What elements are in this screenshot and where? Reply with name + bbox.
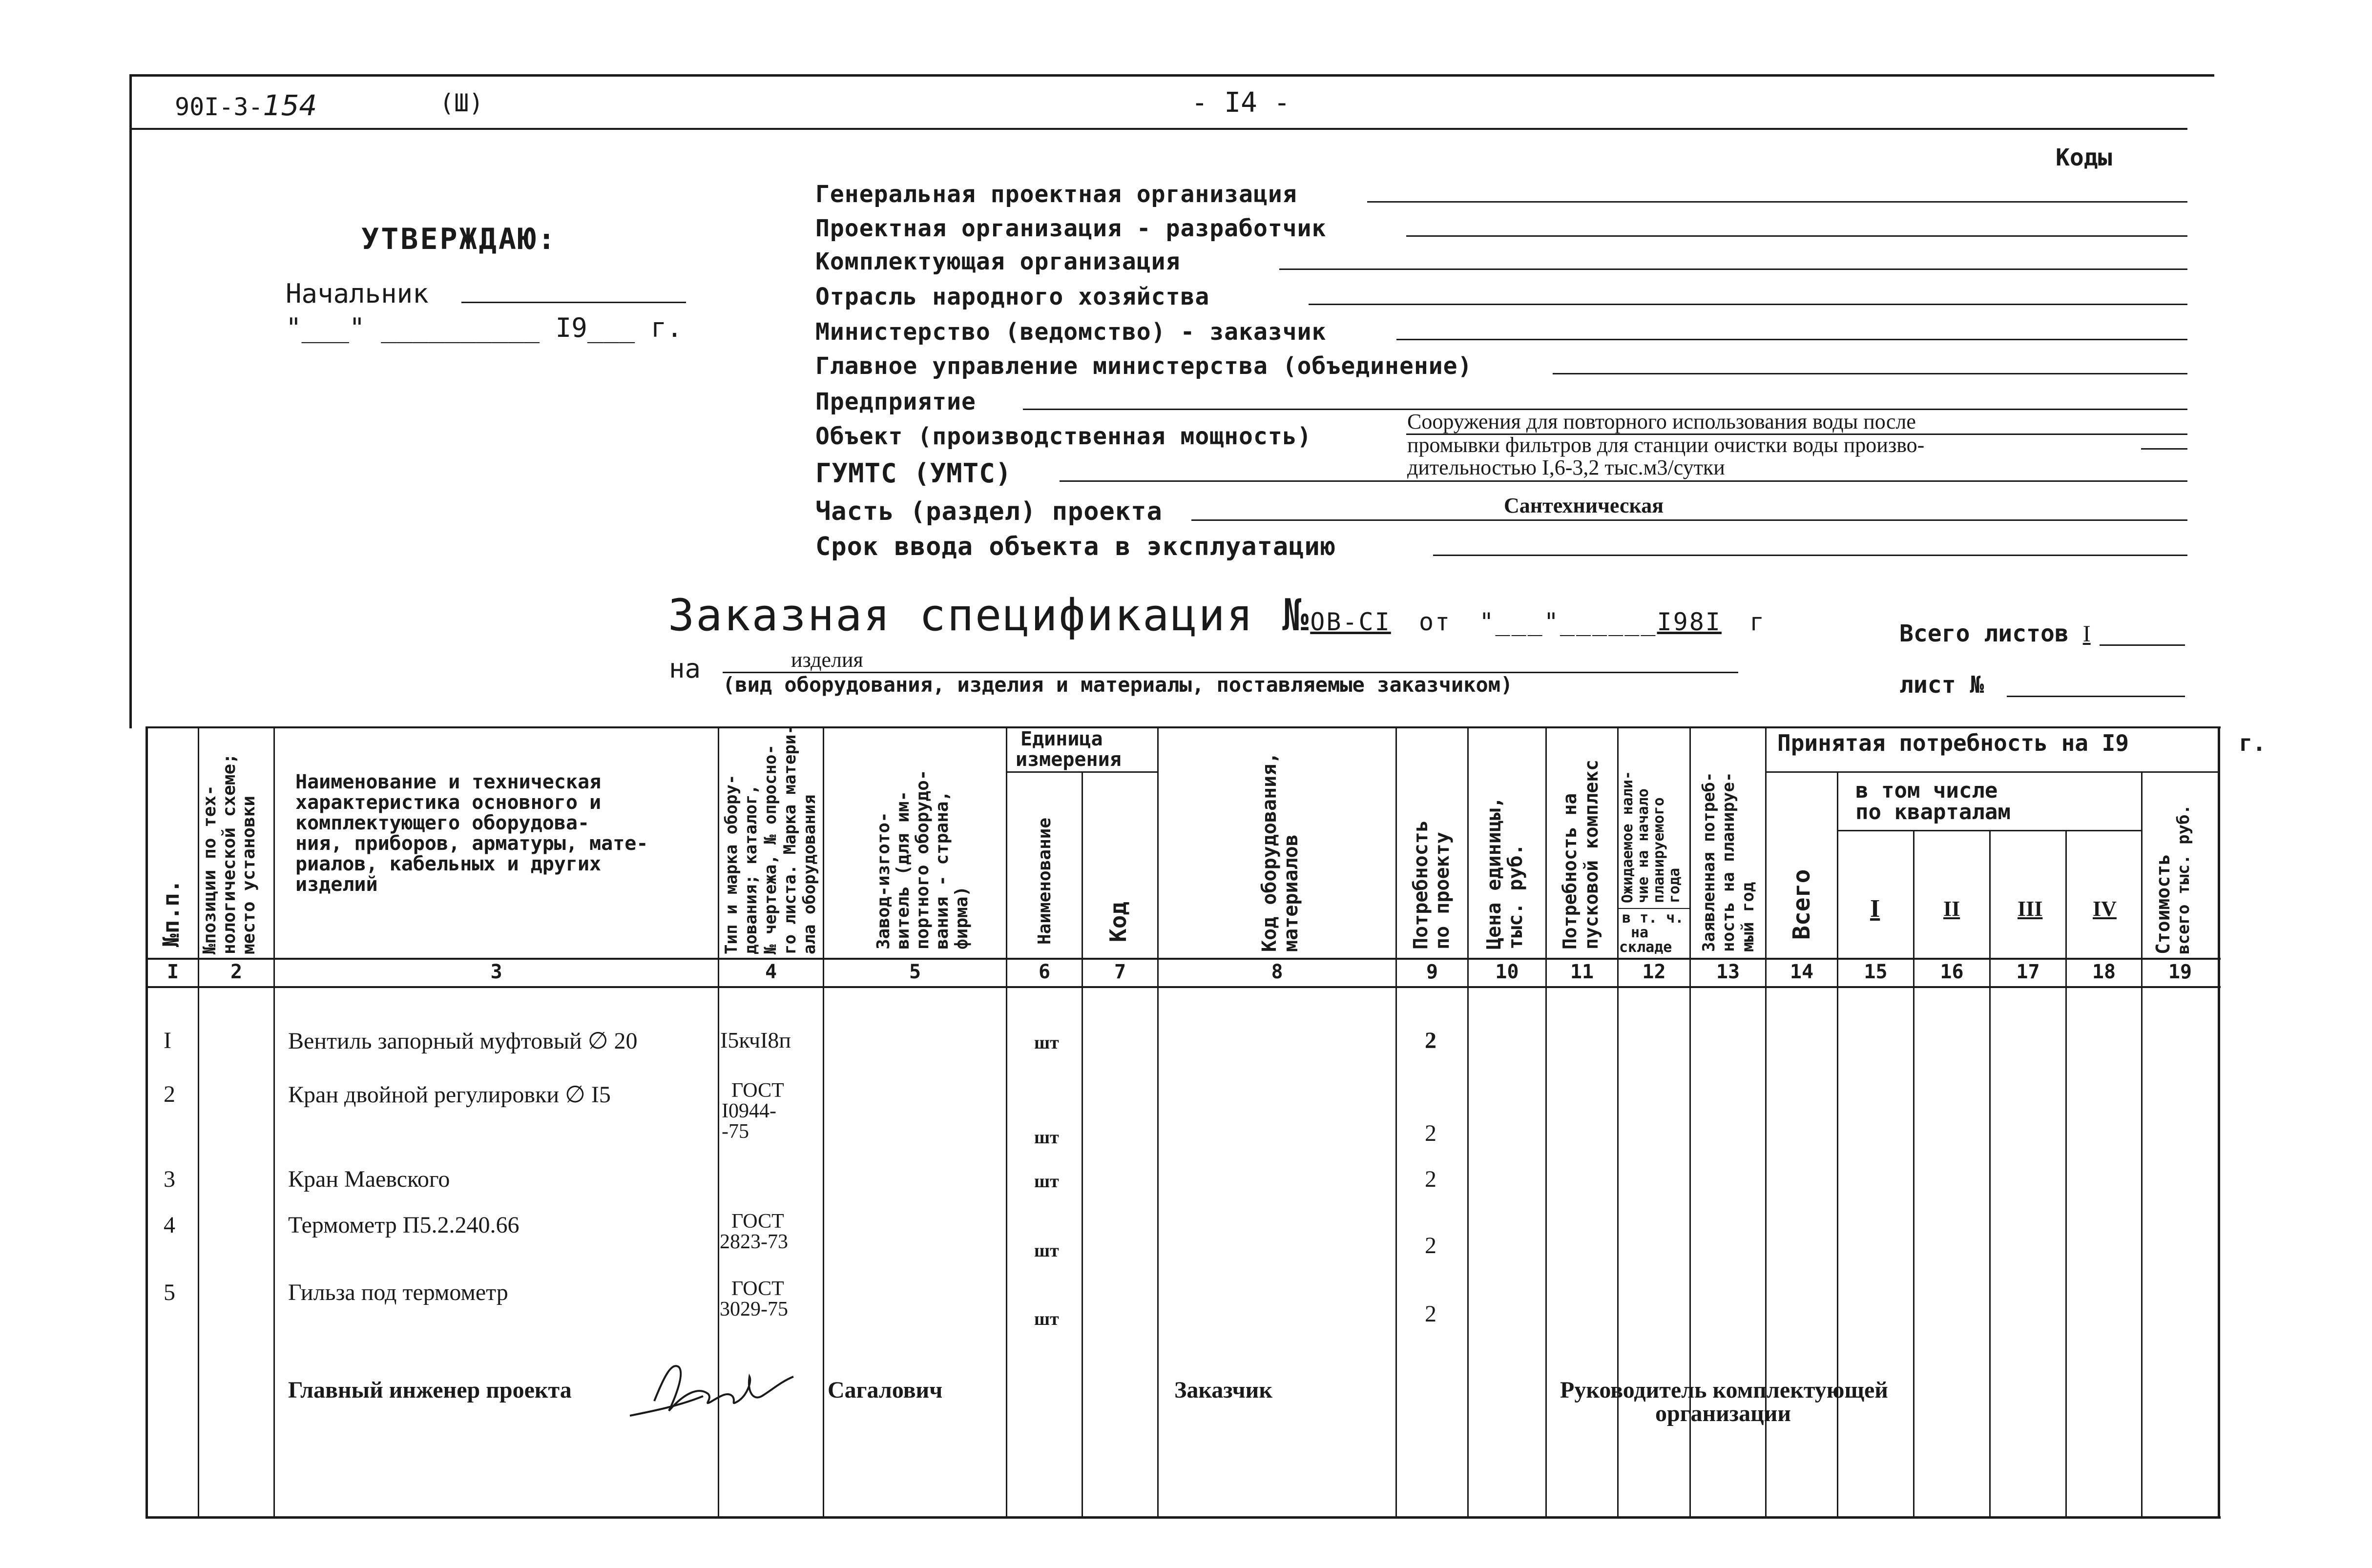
hdr-c4-l3: № чертежа, № опросно- xyxy=(761,744,780,954)
colno-3: 3 xyxy=(490,961,502,983)
field-line-1 xyxy=(1406,235,2187,237)
total-sheets-value: I xyxy=(2082,621,2091,647)
row-2-type-l1: ГОСТ xyxy=(731,1079,784,1102)
hdr-c12-l2: чие на начало xyxy=(1635,788,1652,903)
hdr-c12-l4: года xyxy=(1666,867,1683,903)
row-4-type-l2: 2823-73 xyxy=(720,1231,788,1253)
row-4-number: 4 xyxy=(164,1212,175,1238)
quarters-group-line xyxy=(1837,830,2142,831)
colno-14: 14 xyxy=(1789,961,1814,983)
hdr-c19-l2: всего тыс. руб. xyxy=(2174,804,2193,954)
row-5-qty: 2 xyxy=(1425,1301,1436,1327)
field-ministry: Министерство (ведомство) - заказчик xyxy=(815,318,1327,346)
row-5-number: 5 xyxy=(164,1279,175,1305)
signature-scribble-icon xyxy=(625,1347,801,1430)
vline-18 xyxy=(2141,771,2143,1517)
colno-4: 4 xyxy=(765,961,777,983)
hdr-quarters-l1: в том числе xyxy=(1855,778,1998,803)
doc-part: (Ш) xyxy=(439,89,484,117)
field-line-9 xyxy=(1060,480,2187,482)
stock-sub-line xyxy=(1617,908,1690,909)
hdr-c16: II xyxy=(1943,897,1960,921)
row-1-name: Вентиль запорный муфтовый ∅ 20 xyxy=(288,1028,638,1054)
field-deadline: Срок ввода объекта в эксплуатацию xyxy=(815,532,1336,561)
vline-4 xyxy=(823,726,824,1517)
field-enterprise: Предприятие xyxy=(815,388,976,415)
row-4-name: Термометр П5.2.240.66 xyxy=(288,1212,520,1238)
row-2-type-l2: I0944- xyxy=(722,1100,776,1122)
unit-group-line xyxy=(1006,771,1159,773)
row-2-name: Кран двойной регулировки ∅ I5 xyxy=(288,1082,611,1108)
hdr-c13-l1: Заявленная потреб- xyxy=(1699,772,1719,952)
hdr-c13-l3: мый год xyxy=(1738,882,1758,952)
vline-15 xyxy=(1913,830,1914,1517)
vline-19 xyxy=(2218,726,2220,1518)
row-2-unit: шт xyxy=(1034,1127,1059,1148)
field-line-2 xyxy=(1279,268,2187,270)
hdr-c4-l2: дования; каталог, xyxy=(741,784,761,954)
table-colnum-top xyxy=(146,958,2221,960)
spec-title-text: Заказная спецификация № xyxy=(668,590,1311,641)
top-border xyxy=(129,74,2214,77)
vline-6 xyxy=(1082,771,1083,1517)
hdr-c12-l5: в т. ч. xyxy=(1622,909,1684,927)
hdr-c12-l6: на xyxy=(1631,924,1649,941)
field-section: Часть (раздел) проекта xyxy=(815,497,1163,526)
hdr-c10-l1: Цена единицы, xyxy=(1483,796,1505,949)
hdr-c19-l1: Стоимость xyxy=(2152,854,2174,954)
row-1-qty: 2 xyxy=(1425,1028,1436,1053)
vline-10 xyxy=(1545,726,1547,1517)
row-5-unit: шт xyxy=(1034,1309,1059,1329)
hdr-c8-l2: материалов xyxy=(1280,834,1302,952)
sheet-no-line xyxy=(2007,696,2185,697)
hdr-c4-l1: Тип и марка обору- xyxy=(722,774,741,954)
hdr-c4-l5: ала оборудования xyxy=(800,794,819,954)
hdr-accepted-text: Принятая потребность на I9 xyxy=(1777,730,2129,756)
row-3-number: 3 xyxy=(164,1166,175,1192)
hdr-c2-l1: №позиции по тех- xyxy=(200,785,220,954)
hdr-c7: Код xyxy=(1105,901,1131,942)
sheet-no xyxy=(1899,671,1984,699)
colno-8: 8 xyxy=(1271,961,1283,983)
vline-0 xyxy=(146,726,148,1518)
row-1-unit: шт xyxy=(1034,1032,1059,1053)
row-5-type-l2: 3029-75 xyxy=(720,1298,788,1320)
field-line-10 xyxy=(1191,519,2187,521)
vline-9 xyxy=(1467,726,1469,1517)
hdr-c6-group-l1: Единица xyxy=(1020,728,1103,750)
colno-11: 11 xyxy=(1570,961,1594,983)
hdr-c4-l4: го листа. Марка матери- xyxy=(780,724,800,954)
vline-8 xyxy=(1395,726,1397,1517)
vline-1 xyxy=(198,726,199,1517)
vline-14 xyxy=(1837,771,1838,1517)
total-sheets-label: Всего листов xyxy=(1899,620,2069,647)
row-4-unit: шт xyxy=(1034,1240,1059,1261)
vline-17 xyxy=(2065,830,2067,1517)
field-line-0 xyxy=(1367,201,2187,203)
field-main-dept: Главное управление министерства (объединение) xyxy=(815,352,1473,380)
field-object: Объект (производственная мощность) xyxy=(815,423,1312,450)
accepted-group-line xyxy=(1765,771,2219,773)
hdr-c9-l1: Потребность xyxy=(1410,820,1432,949)
colno-9: 9 xyxy=(1426,961,1438,983)
table-top xyxy=(146,726,2221,728)
row-1-type: I5кчI8п xyxy=(720,1028,791,1052)
field-line-5 xyxy=(1553,373,2187,374)
chief-label xyxy=(286,278,429,309)
colno-18: 18 xyxy=(2092,961,2116,983)
spec-title: Заказная спецификация №ОВ-СI от "___"______I98I г xyxy=(668,590,1766,641)
hdr-quarters-l2: по кварталам xyxy=(1855,800,2011,825)
hdr-c5-l5: фирма) xyxy=(952,886,972,949)
hdr-accepted-suffix: г. xyxy=(2239,730,2266,756)
hdr-c12-l7: складе xyxy=(1619,939,1672,956)
hdr-c6-group-l2: измерения xyxy=(1016,748,1122,771)
row-3-qty: 2 xyxy=(1425,1166,1436,1192)
field-object-value-2: промывки фильтров для станции очистки воды произво- xyxy=(1407,433,1925,457)
colno-10: 10 xyxy=(1495,961,1519,983)
hdr-c1: №п.п. xyxy=(158,879,184,947)
spec-date-quote: "___" xyxy=(1479,608,1560,636)
sign-customer: Заказчик xyxy=(1174,1377,1272,1403)
doc-code-prefix: 90I-3- xyxy=(175,93,263,121)
field-line-11 xyxy=(1433,555,2187,556)
field-line-4 xyxy=(1396,339,2187,340)
sign-head-l1: Руководитель комплектующей xyxy=(1560,1377,1888,1403)
colno-6: 6 xyxy=(1038,961,1051,983)
doc-code-hand: 154 xyxy=(263,89,317,122)
hdr-c2-l3: место установки xyxy=(239,795,259,954)
field-design-org: Проектная организация - разработчик xyxy=(815,215,1327,242)
on-label: на xyxy=(669,653,701,684)
hdr-accepted xyxy=(1777,732,2266,754)
field-supply-org: Комплектующая организация xyxy=(815,248,1181,275)
colno-15: 15 xyxy=(1864,961,1888,983)
sheet-no-label: лист № xyxy=(1899,671,1984,699)
colno-5: 5 xyxy=(909,961,921,983)
row-2-number: 2 xyxy=(164,1081,175,1107)
table-bottom xyxy=(146,1516,2221,1519)
row-5-name: Гильза под термометр xyxy=(288,1279,508,1305)
sign-chief-engineer-name: Сагалович xyxy=(828,1377,943,1403)
hdr-c13-l2: ность на планируе- xyxy=(1719,772,1738,952)
vline-5 xyxy=(1006,726,1007,1517)
hdr-c3-l3: комплектующего оборудова- xyxy=(295,812,590,834)
row-2-qty: 2 xyxy=(1425,1120,1436,1146)
chief-sign-line xyxy=(461,302,686,303)
vline-7 xyxy=(1157,726,1159,1517)
hdr-c9-l2: по проекту xyxy=(1431,832,1454,949)
sign-chief-engineer: Главный инженер проекта xyxy=(288,1377,572,1403)
colno-12: 12 xyxy=(1642,961,1666,983)
colno-17: 17 xyxy=(2016,961,2040,983)
hdr-c3-l6: изделий xyxy=(295,873,378,896)
field-general-org: Генеральная проектная организация xyxy=(815,181,1297,208)
field-gumts: ГУМТС (УМТС) xyxy=(815,458,1012,489)
colno-16: 16 xyxy=(1940,961,1964,983)
hdr-c5-l1: Завод-изгото- xyxy=(874,812,894,949)
field-industry: Отрасль народного хозяйства xyxy=(815,283,1210,310)
hdr-c5-l3: портного оборудо- xyxy=(913,769,933,949)
total-sheets-line xyxy=(2100,644,2185,646)
on-value: изделия xyxy=(791,648,863,672)
colno-19: 19 xyxy=(2168,961,2192,983)
spec-year-suffix: г xyxy=(1749,608,1766,636)
left-border-top xyxy=(129,74,132,728)
sign-head-l2: организации xyxy=(1655,1401,1791,1426)
row-2-type-l3: -75 xyxy=(722,1120,749,1143)
hdr-c14: Всего xyxy=(1788,869,1815,940)
hdr-c17: III xyxy=(2018,897,2043,921)
field-line-8-tail xyxy=(2141,448,2187,450)
colno-7: 7 xyxy=(1114,961,1126,983)
colno-2: 2 xyxy=(230,961,243,983)
page-number: - I4 - xyxy=(1191,87,1290,119)
hdr-c3-l5: риалов, кабельных и других xyxy=(295,853,602,875)
doc-code xyxy=(175,89,317,122)
field-line-3 xyxy=(1309,304,2187,305)
spec-from: от xyxy=(1418,608,1452,636)
row-4-qty: 2 xyxy=(1425,1233,1436,1259)
total-sheets xyxy=(1899,620,2091,647)
header-underline xyxy=(132,128,2187,130)
colno-13: 13 xyxy=(1716,961,1740,983)
hdr-c6: Наименование xyxy=(1035,817,1055,945)
field-object-value-1: Сооружения для повторного использования воды после xyxy=(1407,410,1916,433)
hdr-c18: IV xyxy=(2093,897,2117,921)
hdr-c10-l2: тыс. руб. xyxy=(1504,844,1527,949)
hdr-c12-l1: Ожидаемое нали- xyxy=(1619,771,1636,903)
chief-label-text: Начальник xyxy=(286,278,429,309)
spec-number: ОВ-СI xyxy=(1310,608,1391,636)
field-section-value: Сантехническая xyxy=(1504,494,1664,517)
hdr-c8-l1: Код оборудования, xyxy=(1258,752,1281,952)
hdr-c2-l2: нологической схеме; xyxy=(219,753,239,954)
hdr-c3-l2: характеристика основного и xyxy=(295,791,602,814)
table-colnum-bottom xyxy=(146,986,2221,988)
hdr-c5-l4: вания - страна, xyxy=(932,790,952,949)
spec-year: I98I xyxy=(1657,608,1722,636)
row-3-name: Кран Маевского xyxy=(288,1166,450,1192)
approval-date: "___" __________ I9___ г. xyxy=(286,312,683,343)
approval-title: УТВЕРЖДАЮ: xyxy=(361,222,558,256)
row-3-unit: шт xyxy=(1034,1171,1059,1192)
hdr-c15: I xyxy=(1870,895,1880,923)
field-gumts-value: дительностью I,6-3,2 тыс.м3/сутки xyxy=(1407,455,1725,479)
codes-label: Коды xyxy=(2056,144,2112,171)
hdr-c11-l2: пусковой комплекс xyxy=(1581,760,1602,949)
colno-1: I xyxy=(166,961,179,983)
vline-16 xyxy=(1989,830,1991,1517)
hdr-c3-l4: ния, приборов, арматуры, мате- xyxy=(295,832,648,855)
hdr-c5-l2: витель (для им- xyxy=(893,790,913,949)
row-5-type-l1: ГОСТ xyxy=(731,1278,784,1300)
vline-2 xyxy=(273,726,275,1517)
hdr-c3-l1: Наименование и техническая xyxy=(295,771,602,793)
hdr-c12-l3: планируемого xyxy=(1650,797,1667,903)
row-1-number: I xyxy=(164,1028,171,1053)
on-hint: (вид оборудования, изделия и материалы, поставляемые заказчиком) xyxy=(723,673,1513,697)
row-4-type-l1: ГОСТ xyxy=(731,1210,784,1233)
hdr-c11-l1: Потребность на xyxy=(1559,793,1581,949)
